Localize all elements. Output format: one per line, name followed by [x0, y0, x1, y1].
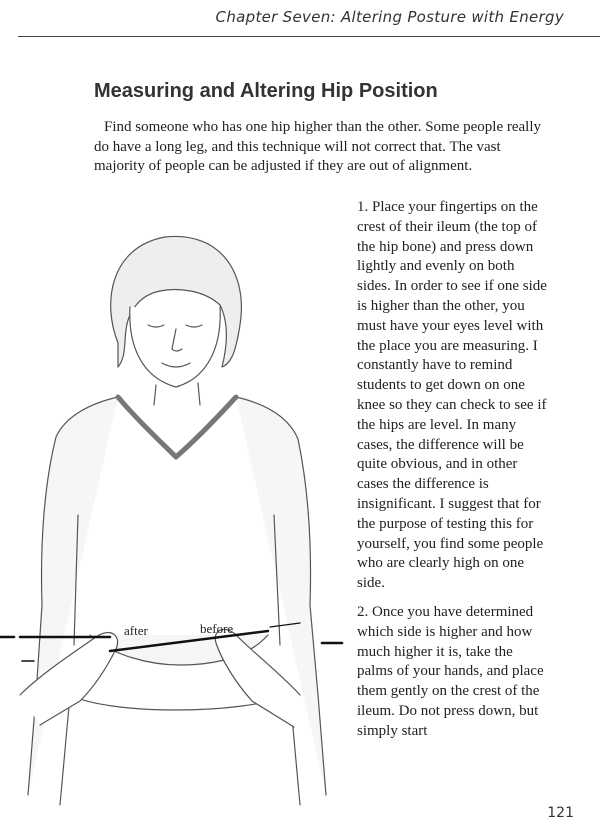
hip-measurement-illustration: [0, 225, 350, 815]
arm-inner-lines: [74, 515, 280, 645]
face-outline: [130, 307, 220, 387]
step-1-paragraph: 1. Place your fingertips on the crest of their ileum (the top of the hip bone) and press down lightly and evenly on both sides. In order to see if one side is higher than the other, you must have your eyes level with the place you are measuring. I constantly have to remind students to get down on one knee so they can check to see if the hips are level. In many cases, the difference will be quite obvious, and in other cases the difference is insignificant. I suggest that for the purpose of testing this for yourself, you find some people who are clearly high on one side.: [357, 199, 547, 592]
step-2-paragraph: 2. Once you have determined which side is higher and how much higher it is, take the palms of your hands, and place them gently on the crest of the ileum. Do not press down, but simply start: [357, 603, 544, 739]
v-neck-collar: [118, 397, 236, 457]
page-number: 121: [547, 805, 574, 821]
steps-column: [357, 198, 547, 751]
intro-paragraph: Find someone who has one hip higher than the other. Some people really do have a long leg, and this technique will not correct that. The vast majority of people can be adjusted if they are out of alignment.: [94, 119, 541, 174]
after-label: after: [124, 623, 148, 638]
pants-outline: [60, 695, 300, 805]
before-label: before: [200, 621, 234, 636]
header-rule: [18, 36, 600, 37]
running-header: Chapter Seven: Altering Posture with Energy: [215, 8, 564, 26]
section-title: Measuring and Altering Hip Position: [94, 80, 438, 102]
